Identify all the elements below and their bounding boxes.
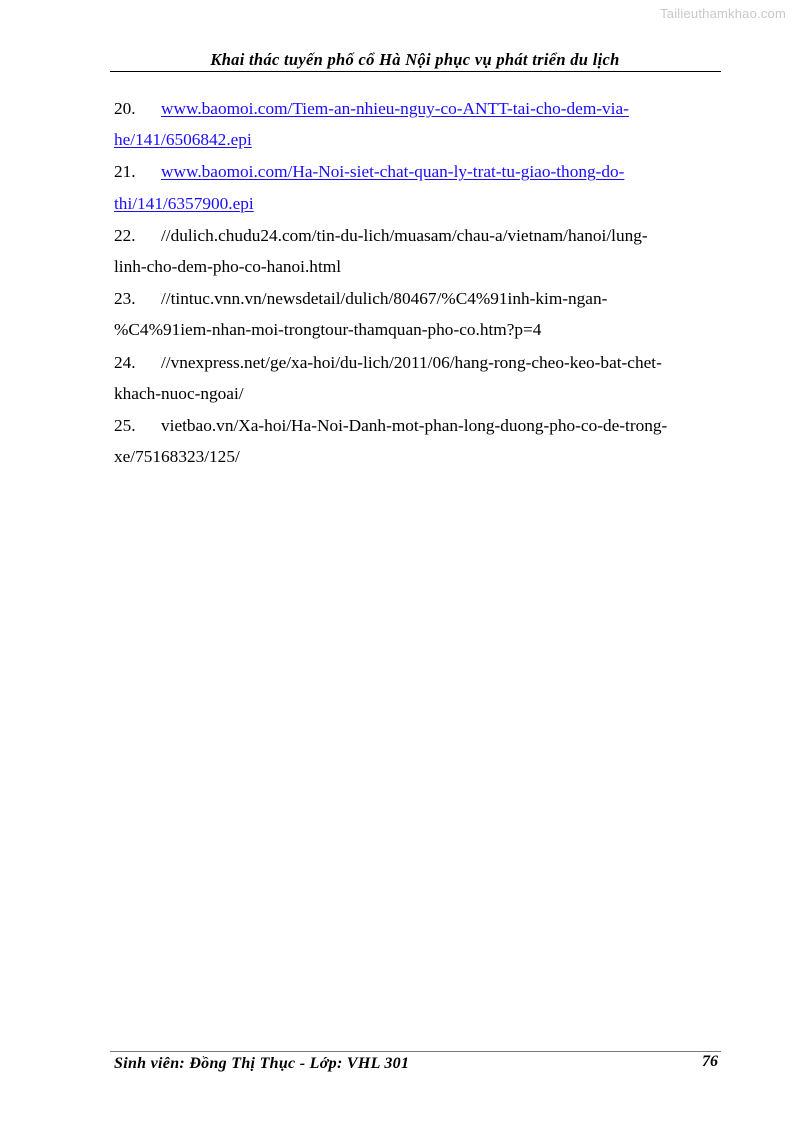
reference-link-continued[interactable]: thi/141/6357900.epi — [114, 193, 254, 213]
reference-number: 20. — [114, 99, 136, 118]
reference-url: //tintuc.vnn.vn/newsdetail/dulich/80467/%C4%91inh-kim-ngan- — [161, 289, 608, 309]
reference-url: //vnexpress.net/ge/xa-hoi/du-lich/2011/06/hang-rong-cheo-keo-bat-chet- — [161, 352, 662, 372]
reference-item-20 — [114, 93, 714, 156]
reference-item-25 — [114, 410, 714, 473]
reference-line — [114, 283, 714, 314]
reference-line — [114, 220, 714, 251]
page-header-title: Khai thác tuyến phố cổ Hà Nội phục vụ phát triển du lịch — [210, 50, 620, 69]
reference-line — [114, 314, 714, 345]
page-number: 76 — [702, 1053, 718, 1070]
reference-link-continued[interactable]: he/141/6506842.epi — [114, 130, 252, 150]
reference-line — [114, 93, 714, 124]
reference-item-21 — [114, 156, 714, 219]
reference-line — [114, 251, 714, 282]
reference-line — [114, 441, 714, 472]
reference-url-continued: khach-nuoc-ngoai/ — [114, 383, 244, 403]
reference-link[interactable]: www.baomoi.com/Ha-Noi-siet-chat-quan-ly-trat-tu-giao-thong-do- — [161, 162, 625, 182]
reference-line — [114, 124, 714, 155]
reference-number: 25. — [114, 415, 136, 435]
reference-item-22 — [114, 220, 714, 283]
reference-line — [114, 410, 714, 441]
reference-line — [114, 156, 714, 187]
reference-url-continued: %C4%91iem-nhan-moi-trongtour-thamquan-pho-co.htm?p=4 — [114, 320, 542, 340]
reference-url-continued: xe/75168323/125/ — [114, 447, 240, 467]
footer-divider — [110, 1051, 721, 1052]
watermark-text: Tailieuthamkhao.com — [660, 6, 786, 21]
reference-number: 21. — [114, 162, 136, 182]
reference-url: vietbao.vn/Xa-hoi/Ha-Noi-Danh-mot-phan-long-duong-pho-co-de-trong- — [161, 415, 668, 435]
reference-line — [114, 347, 714, 378]
reference-number: 24. — [114, 352, 136, 372]
reference-line — [114, 188, 714, 219]
reference-item-24 — [114, 347, 714, 410]
reference-line — [114, 378, 714, 409]
reference-url-continued: linh-cho-dem-pho-co-hanoi.html — [114, 257, 341, 277]
reference-item-23 — [114, 283, 714, 346]
footer-student-info: Sinh viên: Đồng Thị Thục - Lớp: VHL 301 — [114, 1055, 410, 1072]
reference-number: 23. — [114, 289, 136, 309]
header-divider — [110, 71, 721, 72]
reference-number: 22. — [114, 225, 136, 245]
reference-list — [114, 93, 714, 473]
reference-url: //dulich.chudu24.com/tin-du-lich/muasam/chau-a/vietnam/hanoi/lung- — [161, 225, 648, 245]
reference-link[interactable]: www.baomoi.com/Tiem-an-nhieu-nguy-co-ANTT-tai-cho-dem-via- — [161, 99, 629, 118]
